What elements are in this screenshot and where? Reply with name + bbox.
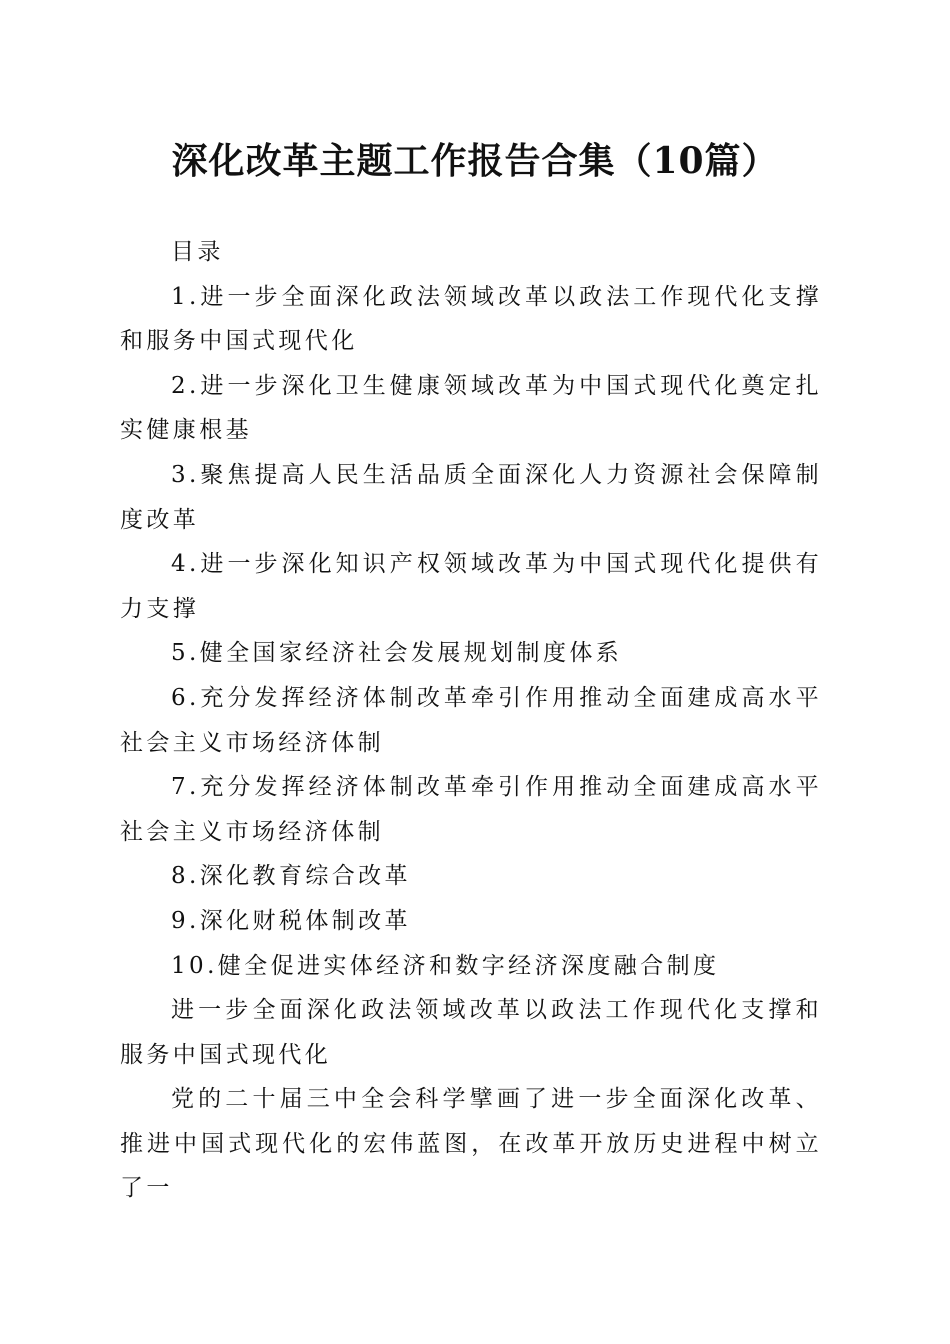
toc-heading: 目录: [171, 239, 224, 265]
document-title: 深化改革主题工作报告合集（10篇）: [171, 140, 779, 182]
toc-item: 5.健全国家经济社会发展规划制度体系: [171, 640, 623, 667]
toc-item: 3.聚焦提高人民生活品质全面深化人力资源社会保障制度改革: [120, 461, 822, 533]
toc-item: 6.充分发挥经济体制改革牵引作用推动全面建成高水平社会主义市场经济体制: [120, 684, 822, 756]
toc-item: 10.健全促进实体经济和数字经济深度融合制度: [171, 952, 720, 979]
toc-item: 4.进一步深化知识产权领域改革为中国式现代化提供有力支撑: [120, 551, 822, 622]
toc-item: 2.进一步深化卫生健康领域改革为中国式现代化奠定扎实健康根基: [120, 372, 822, 444]
toc-item: 7.充分发挥经济体制改革牵引作用推动全面建成高水平社会主义市场经济体制: [120, 774, 822, 845]
section-title: 进一步全面深化政法领域改革以政法工作现代化支撑和服务中国式现代化: [120, 997, 822, 1068]
toc-item: 1.进一步全面深化政法领域改革以政法工作现代化支撑和服务中国式现代化: [120, 283, 822, 355]
toc-item: 9.深化财税体制改革: [171, 907, 411, 934]
toc-item: 8.深化教育综合改革: [171, 863, 411, 890]
document-body: [120, 230, 822, 1211]
body-paragraph: 党的二十届三中全会科学擘画了进一步全面深化改革、推进中国式现代化的宏伟蓝图，在改革开放历史进程中树立了一: [120, 1086, 822, 1202]
